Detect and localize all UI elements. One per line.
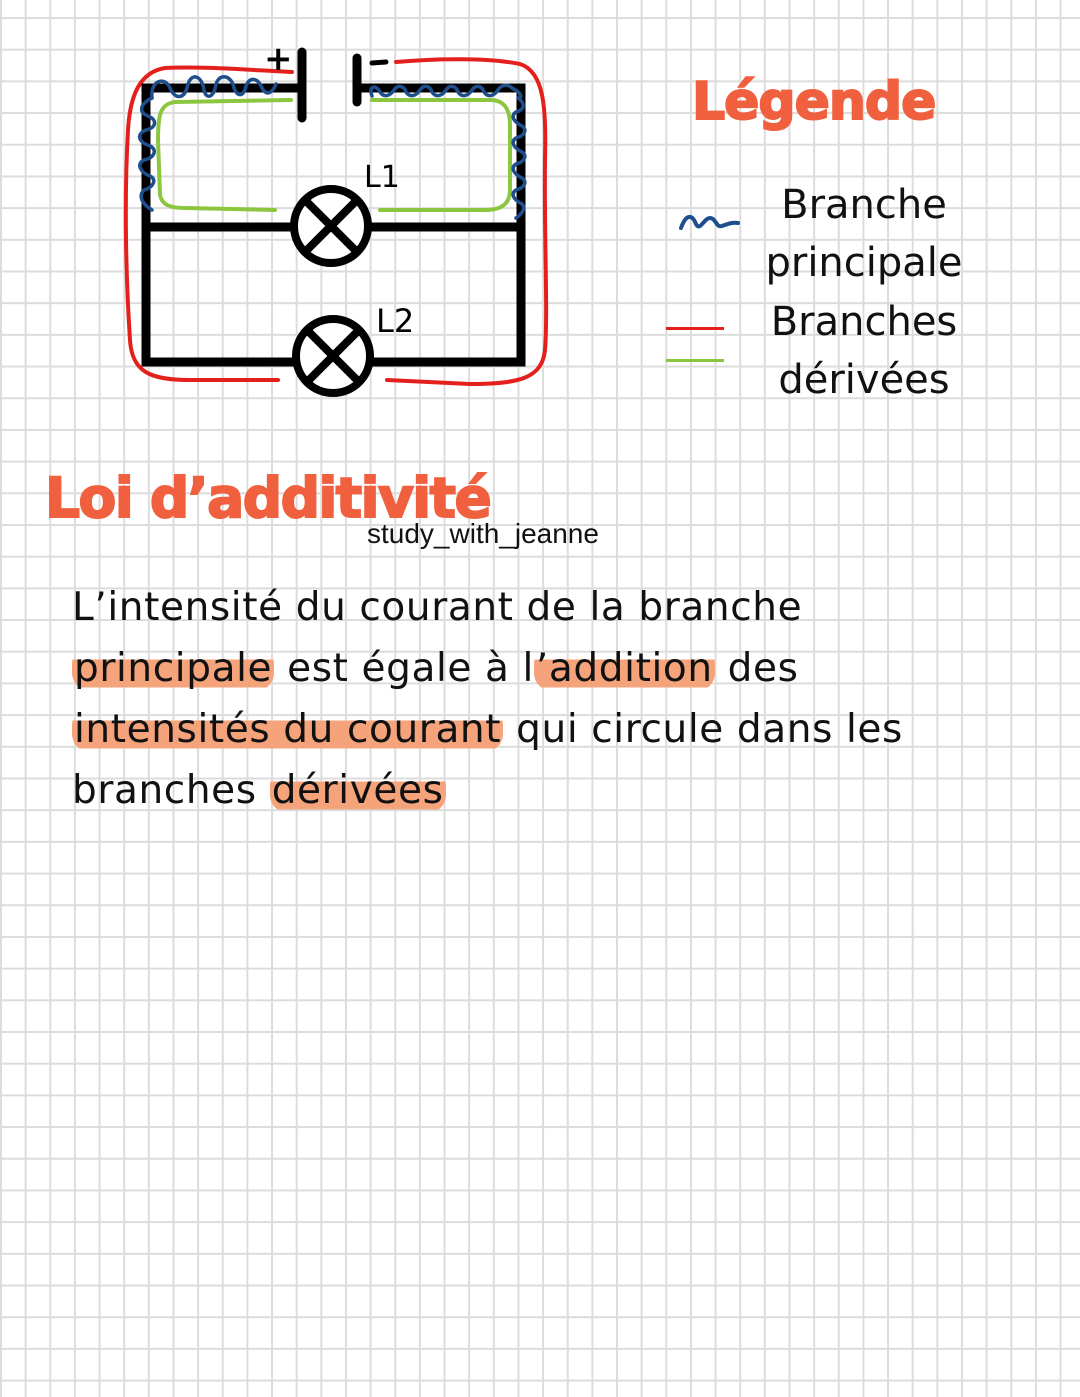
battery-positive-sign: + (264, 39, 293, 79)
highlight-addition: ’addition (535, 646, 713, 691)
lamp-l2-label: L2 (376, 302, 415, 340)
battery-negative-sign (372, 62, 386, 63)
legend-title: Légende (692, 72, 936, 132)
paragraph-line-1 (72, 577, 1062, 638)
paragraph-line-3 (72, 699, 1062, 760)
blue-wavy-legend-icon (678, 210, 742, 234)
highlight-intensites: intensités du courant (74, 707, 502, 752)
highlight-derivees: dérivées (271, 768, 444, 813)
legend-main-line1: Branche (781, 182, 947, 228)
green-derived-branch-left (158, 100, 291, 210)
paragraph-line-2 (72, 638, 1062, 699)
highlight-principale: principale (74, 646, 273, 691)
section-title: Loi d’additivité (45, 466, 491, 530)
paragraph-text: branches (72, 768, 270, 813)
paragraph-text: des (714, 646, 799, 691)
watermark: study_with_jeanne (367, 518, 599, 549)
paragraph-text: est égale à l (274, 646, 534, 691)
lamp-l1-label: L1 (364, 160, 400, 195)
paragraph-text: L’intensité du courant de la branche (72, 585, 803, 630)
green-line-legend-icon (666, 359, 724, 362)
legend-derived-line2: dérivées (778, 357, 950, 403)
lamp-l1-icon (294, 189, 368, 263)
legend-main-line2: principale (765, 240, 963, 286)
legend-item-derived-branches (734, 293, 994, 409)
paragraph-text: qui circule dans les (503, 707, 903, 752)
red-line-legend-icon (666, 327, 724, 330)
law-paragraph (72, 577, 1062, 821)
paragraph-line-4 (72, 760, 1062, 821)
lamp-l2-icon (296, 319, 370, 393)
legend-item-main-branch (734, 176, 994, 292)
legend-derived-line1: Branches (770, 299, 958, 345)
